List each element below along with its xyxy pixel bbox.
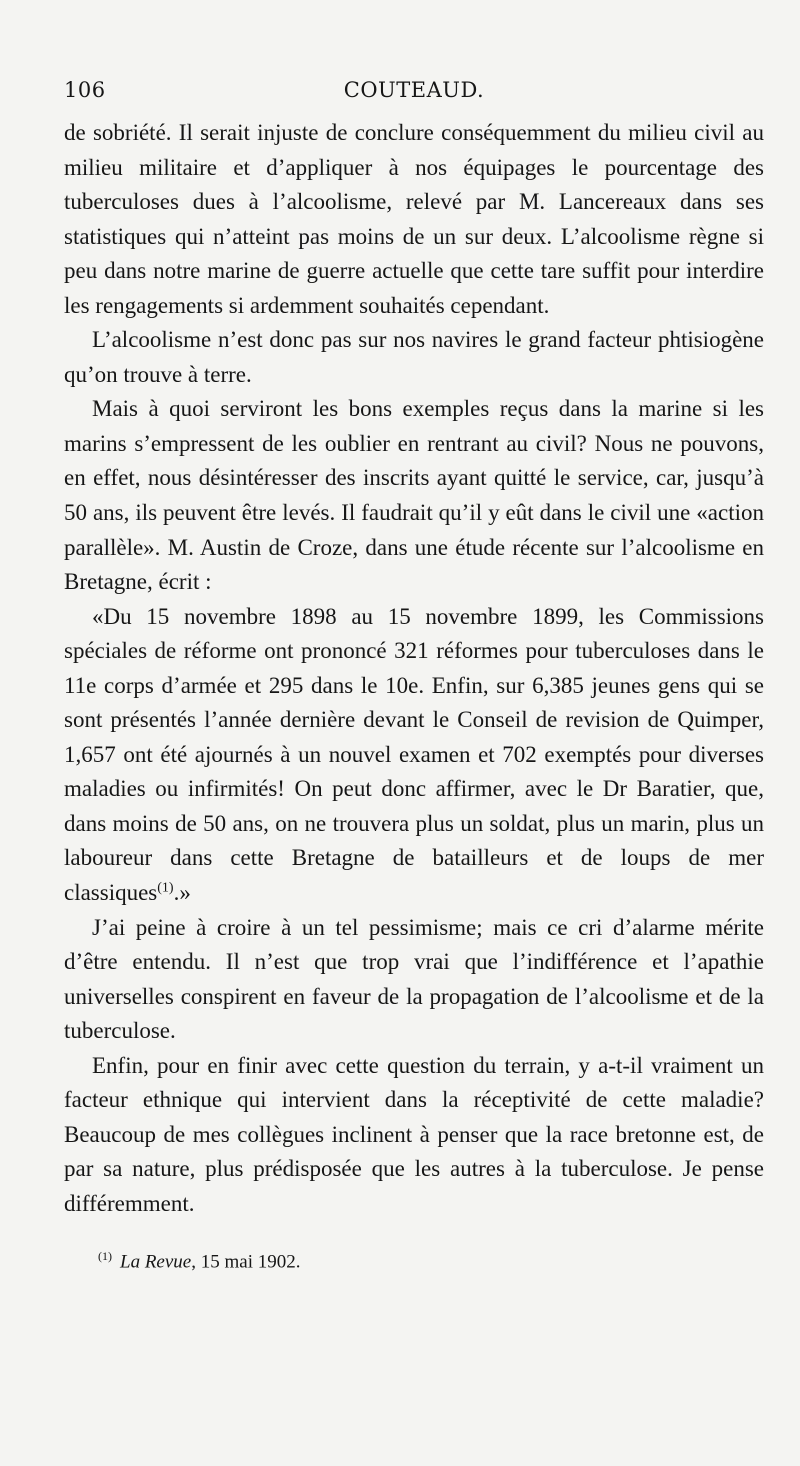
running-title: COUTEAUD. <box>343 78 485 102</box>
footnote-source: La Revue <box>120 1250 192 1272</box>
paragraph: L’alcoolisme n’est donc pas sur nos navires le grand facteur phtisiogène qu’on trouve à terre. <box>64 327 764 387</box>
quotation-close: .» <box>173 880 191 906</box>
paragraph: de sobriété. Il serait injuste de conclure conséquemment du milieu civil au milieu militaire et d’appliquer à nos équipages le pourcentage des tuberculoses dues à l’alcoolisme, relevé par M. Lancereaux dans ses statistiques qui n’atteint pas moins de un sur deux. L’alcoolisme règne si peu dans notre marine de guerre actuelle que cette tare suffit pour interdire les rengagements si ardemment souhaités cependant. <box>64 120 764 318</box>
footnote-date: , 15 mai 1902. <box>191 1250 301 1272</box>
running-head <box>64 78 764 108</box>
footnote <box>98 1244 764 1274</box>
page-number: 106 <box>64 78 106 102</box>
quotation-text: «Du 15 novembre 1898 au 15 novembre 1899, les Commissions spéciales de réforme ont prononcé 321 réformes pour tuberculoses dans le 11e corps d’armée et 295 dans le 10e. Enfin, sur 6,385 jeunes gens qui se sont présentés l’année dernière devant le Conseil de revision de Quimper, 1,657 ont été ajournés à un nouvel examen et 702 exemptés pour diverses maladies ou infirmités! On peut donc affirmer, avec le Dr Baratier, que, dans moins de 50 ans, on ne trouvera plus un soldat, plus un marin, plus un laboureur dans cette Bretagne de batailleurs et de loups de mer classiques <box>64 603 764 906</box>
quotation-paragraph <box>64 600 764 911</box>
paragraph: J’ai peine à croire à un tel pessimisme; mais ce cri d’alarme mérite d’être entendu. Il n’est que trop vrai que l’indifférence et l’apathie universelles conspirent en faveur de la propagation de l’alcoolisme et de la tuberculose. <box>64 914 764 1044</box>
paragraph: Enfin, pour en finir avec cette question du terrain, y a-t-il vraiment un facteur ethnique qui intervient dans la réceptivité de cette maladie? Beaucoup de mes collègues inclinent à penser que la race bretonne est, de par sa nature, plus prédisposée que les autres à la tuberculose. Je pense différemment. <box>64 1052 764 1216</box>
footnote-reference[interactable]: (1) <box>157 880 174 896</box>
body-text <box>64 116 764 1222</box>
paragraph: Mais à quoi serviront les bons exemples reçus dans la marine si les marins s’empressent de les oublier en rentrant au civil? Nous ne pouvons, en effet, nous désintéresser des inscrits ayant quitté le service, car, jusqu’à 50 ans, ils peuvent être levés. Il faudrait qu’il y eût dans le civil une «action parallèle». M. Austin de Croze, dans une étude récente sur l’alcoolisme en Bretagne, écrit : <box>64 396 764 595</box>
footnote-marker: (1) <box>98 1248 112 1263</box>
